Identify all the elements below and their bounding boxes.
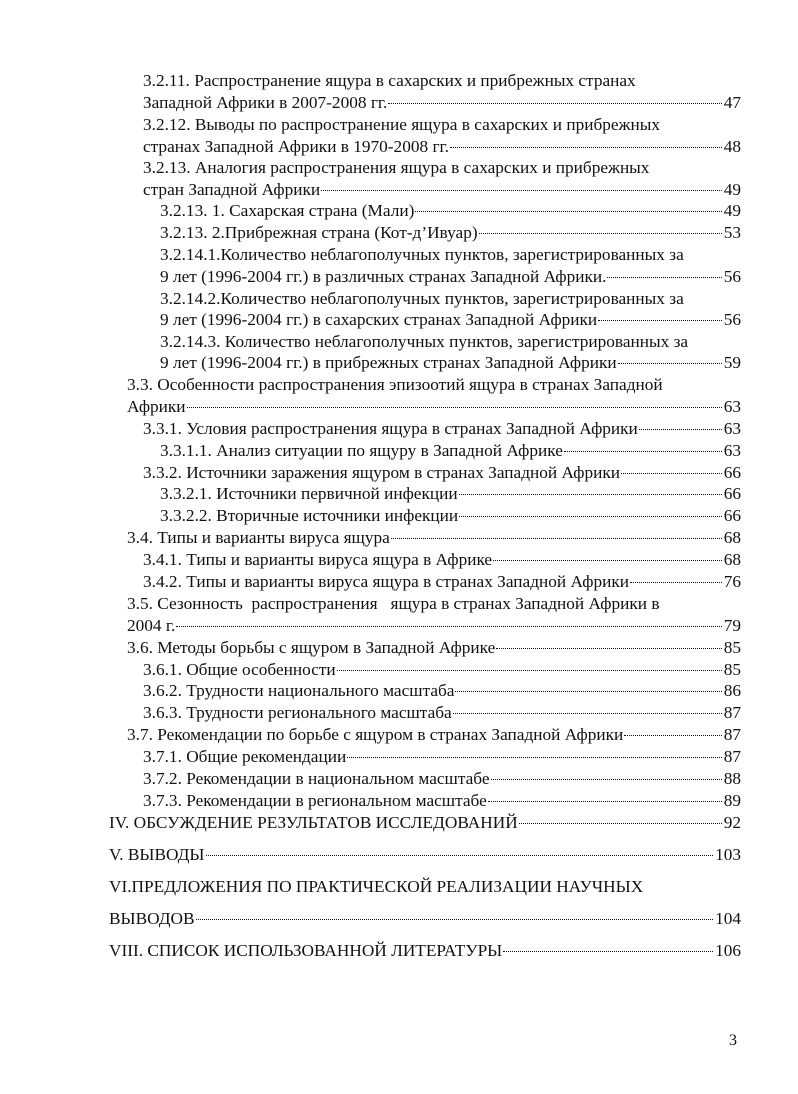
toc-entry-title: 3.6.2. Трудности национального масштаба: [143, 681, 455, 700]
dot-leader: [459, 516, 722, 517]
dot-leader: [630, 582, 722, 583]
toc-entry-page: 53: [723, 223, 741, 242]
dot-leader: [196, 919, 714, 920]
toc-entry-page: 68: [723, 550, 741, 569]
toc-entry-page: 48: [723, 137, 741, 156]
toc-entry-title: стран Западной Африки: [143, 180, 321, 199]
toc-entry: [143, 549, 741, 571]
toc-entry-title: 3.4.2. Типы и варианты вируса ящура в странах Западной Африки: [143, 572, 630, 591]
toc-entry: [160, 288, 741, 310]
toc-entry: [143, 702, 741, 724]
toc-entry-page: 76: [723, 572, 741, 591]
toc-entry-page: 85: [723, 660, 741, 679]
toc-entry-page: 47: [723, 93, 741, 112]
toc-entry-title: 3.5. Сезонность распространения ящура в странах Западной Африки в: [127, 594, 660, 613]
toc-entry-page: 66: [723, 484, 741, 503]
toc-chapter: [109, 875, 741, 899]
dot-leader: [503, 951, 713, 952]
dot-leader: [624, 735, 721, 736]
toc-entry-title: 3.3.2. Источники заражения ящуром в странах Западной Африки: [143, 463, 621, 482]
toc-entry-title: 3.6. Методы борьбы с ящуром в Западной Африке: [127, 638, 496, 657]
toc-entry: [143, 571, 741, 593]
toc-entry: [143, 680, 741, 702]
dot-leader: [564, 451, 722, 452]
toc-entry-page: 104: [715, 909, 741, 928]
toc-entry-title: 3.2.11. Распространение ящура в сахарских и прибрежных странах: [143, 71, 636, 90]
toc-entry-page: 56: [723, 267, 741, 286]
toc-entry-title: 9 лет (1996-2004 гг.) в различных странах Западной Африки.: [160, 267, 607, 286]
toc-entry-title: странах Западной Африки в 1970-2008 гг.: [143, 137, 449, 156]
dot-leader: [459, 494, 722, 495]
dot-leader: [519, 823, 722, 824]
toc-entry: [143, 114, 741, 136]
toc-entry: [160, 440, 741, 462]
dot-leader: [453, 713, 722, 714]
toc-entry-title: 3.3.2.2. Вторичные источники инфекции: [160, 506, 459, 525]
dot-leader: [479, 233, 722, 234]
toc-entry: [160, 222, 741, 244]
dot-leader: [618, 363, 722, 364]
toc-entry-title: 3.2.14.1.Количество неблагополучных пунктов, зарегистрированных за: [160, 245, 684, 264]
dot-leader: [391, 538, 722, 539]
toc-entry-title: V. ВЫВОДЫ: [109, 845, 205, 864]
toc-entry-title: 3.2.12. Выводы по распространение ящура в сахарских и прибрежных: [143, 115, 660, 134]
toc-entry-title: 9 лет (1996-2004 гг.) в сахарских странах Западной Африки: [160, 310, 598, 329]
dot-leader: [206, 855, 714, 856]
dot-leader: [607, 277, 721, 278]
toc-entry-title: 3.2.13. 1. Сахарская страна (Мали): [160, 201, 415, 220]
toc-entry-page: 89: [723, 791, 741, 810]
toc-entry-title: 3.4.1. Типы и варианты вируса ящура в Африке: [143, 550, 493, 569]
toc-entry: [143, 659, 741, 681]
toc-entry-title: 3.2.14.2.Количество неблагополучных пунктов, зарегистрированных за: [160, 289, 684, 308]
toc-entry-title: IV. ОБСУЖДЕНИЕ РЕЗУЛЬТАТОВ ИССЛЕДОВАНИЙ: [109, 813, 518, 832]
toc-entry-title: 3.6.3. Трудности регионального масштаба: [143, 703, 452, 722]
toc-entry: [143, 768, 741, 790]
toc-entry: [143, 70, 741, 92]
toc-entry-page: 49: [723, 201, 741, 220]
dot-leader: [388, 103, 721, 104]
toc-entry-title: 3.7. Рекомендации по борьбе с ящуром в странах Западной Африки: [127, 725, 624, 744]
toc-entry-title: 3.3.1.1. Анализ ситуации по ящуру в Западной Африке: [160, 441, 563, 460]
toc-entry-page: 86: [723, 681, 741, 700]
toc-entry-title: 2004 г.: [127, 616, 176, 635]
dot-leader: [337, 670, 722, 671]
toc-entry-title: 3.4. Типы и варианты вируса ящура: [127, 528, 390, 547]
toc-entry-title: VI.ПРЕДЛОЖЕНИЯ ПО ПРАКТИЧЕСКОЙ РЕАЛИЗАЦИИ НАУЧНЫХ: [109, 877, 644, 896]
toc-entry-page: 92: [723, 813, 741, 832]
dot-leader: [491, 779, 722, 780]
toc-entry: [160, 244, 741, 266]
toc-entry-page: 63: [723, 419, 741, 438]
toc-entry: [127, 593, 741, 615]
toc-entry: [143, 746, 741, 768]
toc-entry-page: 63: [723, 441, 741, 460]
toc-entry: [127, 637, 741, 659]
toc-entry-page: 87: [723, 703, 741, 722]
toc-entry: [160, 505, 741, 527]
toc-entry-page: 85: [723, 638, 741, 657]
dot-leader: [496, 648, 721, 649]
dot-leader: [347, 757, 721, 758]
dot-leader: [621, 473, 722, 474]
toc-entry-page: 103: [715, 845, 741, 864]
toc-entry: [127, 396, 741, 418]
toc-entry-title: 3.7.2. Рекомендации в национальном масштабе: [143, 769, 490, 788]
dot-leader: [488, 801, 722, 802]
toc-entry: [127, 724, 741, 746]
toc-entry-page: 63: [723, 397, 741, 416]
toc-entry: [127, 374, 741, 396]
toc-chapter: [109, 907, 741, 931]
page-number: 3: [729, 1032, 737, 1049]
toc-chapter: [109, 811, 741, 835]
toc-entry-title: 3.3.2.1. Источники первичной инфекции: [160, 484, 458, 503]
toc-entry-title: ВЫВОДОВ: [109, 909, 195, 928]
dot-leader: [450, 147, 722, 148]
toc-entry: [160, 352, 741, 374]
toc-entry: [143, 136, 741, 158]
toc-entry-page: 87: [723, 747, 741, 766]
dot-leader: [598, 320, 722, 321]
toc-entry-title: 3.3. Особенности распространения эпизоотий ящура в странах Западной: [127, 375, 663, 394]
dot-leader: [493, 560, 722, 561]
toc-entry-page: 66: [723, 463, 741, 482]
toc-chapter: [109, 939, 741, 963]
toc-entry: [143, 790, 741, 812]
toc-entry-title: 3.2.13. 2.Прибрежная страна (Кот-д’Ивуар): [160, 223, 478, 242]
toc-entry: [160, 331, 741, 353]
toc-entry: [160, 266, 741, 288]
toc-entry-page: 68: [723, 528, 741, 547]
toc-entry: [160, 483, 741, 505]
toc-entry-title: Африки: [127, 397, 186, 416]
toc-entry-title: VIII. СПИСОК ИСПОЛЬЗОВАННОЙ ЛИТЕРАТУРЫ: [109, 941, 503, 960]
toc-entry: [127, 527, 741, 549]
toc-entry-title: Западной Африки в 2007-2008 гг.: [143, 93, 388, 112]
toc-entry-title: 3.2.13. Аналогия распространения ящура в сахарских и прибрежных: [143, 158, 650, 177]
dot-leader: [455, 691, 721, 692]
dot-leader: [639, 429, 722, 430]
toc-entry: [143, 92, 741, 114]
toc-entry: [143, 179, 741, 201]
toc-entry-page: 59: [723, 353, 741, 372]
toc-entry-title: 9 лет (1996-2004 гг.) в прибрежных странах Западной Африки: [160, 353, 617, 372]
toc-entry-page: 106: [715, 941, 741, 960]
toc-entry: [127, 615, 741, 637]
toc-entry-title: 3.2.14.3. Количество неблагополучных пунктов, зарегистрированных за: [160, 332, 689, 351]
toc-entry-page: 88: [723, 769, 741, 788]
toc-entry-page: 49: [723, 180, 741, 199]
toc-entry-title: 3.7.3. Рекомендации в региональном масштабе: [143, 791, 487, 810]
toc-chapter: [109, 843, 741, 867]
toc-entry: [160, 200, 741, 222]
dot-leader: [415, 211, 721, 212]
toc-entry: [143, 462, 741, 484]
toc-entry-page: 66: [723, 506, 741, 525]
toc-entry-page: 87: [723, 725, 741, 744]
toc-entry-title: 3.6.1. Общие особенности: [143, 660, 336, 679]
dot-leader: [187, 407, 722, 408]
toc-entry-page: 56: [723, 310, 741, 329]
toc-entry-page: 79: [723, 616, 741, 635]
dot-leader: [176, 626, 721, 627]
toc-entry: [160, 309, 741, 331]
dot-leader: [321, 190, 722, 191]
toc-entry-title: 3.3.1. Условия распространения ящура в странах Западной Африки: [143, 419, 638, 438]
toc-entry-title: 3.7.1. Общие рекомендации: [143, 747, 347, 766]
toc-entry: [143, 418, 741, 440]
toc-entry: [143, 157, 741, 179]
